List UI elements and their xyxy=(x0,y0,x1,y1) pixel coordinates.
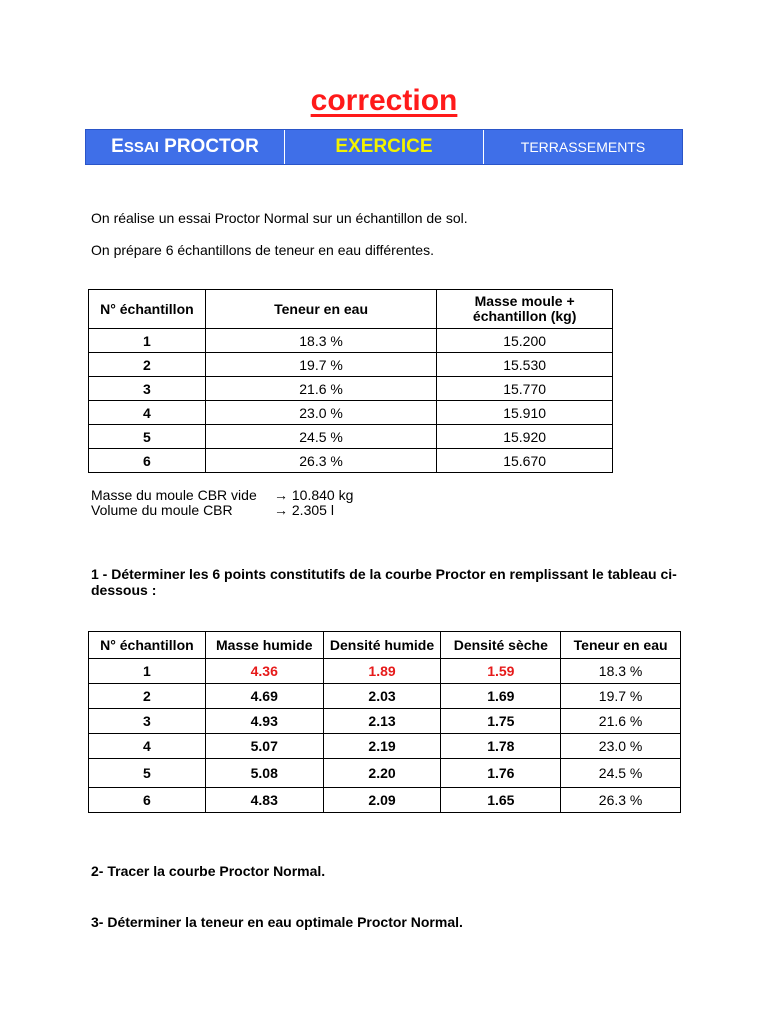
wet-mass-cell: 5.07 xyxy=(205,734,323,759)
header-banner xyxy=(85,129,683,165)
sample-number-cell: 4 xyxy=(89,401,206,425)
mould-mass-cell: 15.530 xyxy=(437,353,613,377)
wet-mass-cell: 4.36 xyxy=(205,659,323,684)
mould-volume-note xyxy=(91,503,334,518)
header-sample-number: N° échantillon xyxy=(89,290,206,329)
mould-mass-value: → 10.840 kg xyxy=(274,487,354,503)
question-3: 3- Déterminer la teneur en eau optimale Proctor Normal. xyxy=(91,914,463,930)
dry-density-cell: 1.65 xyxy=(441,788,561,813)
sample-number-cell: 5 xyxy=(89,759,206,788)
sample-number-cell: 3 xyxy=(89,709,206,734)
water-content-cell: 19.7 % xyxy=(561,684,681,709)
dry-density-cell: 1.69 xyxy=(441,684,561,709)
mould-volume-value: → 2.305 l xyxy=(274,502,334,518)
table-row xyxy=(89,659,681,684)
mould-mass-cell: 15.910 xyxy=(437,401,613,425)
header-wet-density: Densité humide xyxy=(323,632,441,659)
header-water-content: Teneur en eau xyxy=(561,632,681,659)
samples-table xyxy=(88,289,613,473)
wet-density-cell: 2.19 xyxy=(323,734,441,759)
table-header-row xyxy=(89,290,613,329)
water-content-cell: 21.6 % xyxy=(205,377,436,401)
header-mould-mass: Masse moule + échantillon (kg) xyxy=(437,290,613,329)
water-content-cell: 18.3 % xyxy=(561,659,681,684)
mould-volume-label: Volume du moule CBR xyxy=(91,502,233,518)
banner-left-rest: PROCTOR xyxy=(158,136,259,157)
table-row xyxy=(89,353,613,377)
wet-mass-cell: 5.08 xyxy=(205,759,323,788)
banner-left-initial: E xyxy=(111,136,124,157)
sample-number-cell: 3 xyxy=(89,377,206,401)
table-row xyxy=(89,709,681,734)
mould-mass-cell: 15.920 xyxy=(437,425,613,449)
table-row xyxy=(89,684,681,709)
sample-number-cell: 2 xyxy=(89,684,206,709)
wet-density-cell: 2.09 xyxy=(323,788,441,813)
sample-number-cell: 4 xyxy=(89,734,206,759)
table-header-row xyxy=(89,632,681,659)
intro-line-2: On prépare 6 échantillons de teneur en eau différentes. xyxy=(91,242,434,258)
sample-number-cell: 2 xyxy=(89,353,206,377)
mould-mass-cell: 15.770 xyxy=(437,377,613,401)
table-row xyxy=(89,329,613,353)
sample-number-cell: 5 xyxy=(89,425,206,449)
dry-density-cell: 1.76 xyxy=(441,759,561,788)
question-1: 1 - Déterminer les 6 points constitutifs de la courbe Proctor en remplissant le tableau ci-dessous : xyxy=(91,566,677,598)
water-content-cell: 23.0 % xyxy=(561,734,681,759)
intro-line-1: On réalise un essai Proctor Normal sur un échantillon de sol. xyxy=(91,210,468,226)
water-content-cell: 26.3 % xyxy=(561,788,681,813)
wet-mass-cell: 4.69 xyxy=(205,684,323,709)
sample-number-cell: 1 xyxy=(89,329,206,353)
water-content-cell: 18.3 % xyxy=(205,329,436,353)
wet-mass-cell: 4.93 xyxy=(205,709,323,734)
mould-mass-cell: 15.200 xyxy=(437,329,613,353)
question-2: 2- Tracer la courbe Proctor Normal. xyxy=(91,863,326,879)
water-content-cell: 19.7 % xyxy=(205,353,436,377)
water-content-cell: 24.5 % xyxy=(205,425,436,449)
table-row xyxy=(89,425,613,449)
header-sample-number: N° échantillon xyxy=(89,632,206,659)
water-content-cell: 24.5 % xyxy=(561,759,681,788)
page-title: correction xyxy=(310,84,458,117)
header-wet-mass: Masse humide xyxy=(205,632,323,659)
wet-density-cell: 2.20 xyxy=(323,759,441,788)
banner-exercice: EXERCICE xyxy=(285,130,484,164)
table-row xyxy=(89,449,613,473)
dry-density-cell: 1.78 xyxy=(441,734,561,759)
dry-density-cell: 1.59 xyxy=(441,659,561,684)
header-water-content: Teneur en eau xyxy=(205,290,436,329)
banner-left-smallcaps: SSAI xyxy=(123,138,159,156)
wet-density-cell: 1.89 xyxy=(323,659,441,684)
water-content-cell: 26.3 % xyxy=(205,449,436,473)
table-row xyxy=(89,788,681,813)
sample-number-cell: 1 xyxy=(89,659,206,684)
table-row xyxy=(89,734,681,759)
table-row xyxy=(89,759,681,788)
header-dry-density: Densité sèche xyxy=(441,632,561,659)
table-row xyxy=(89,377,613,401)
wet-density-cell: 2.13 xyxy=(323,709,441,734)
results-table xyxy=(88,631,681,813)
wet-mass-cell: 4.83 xyxy=(205,788,323,813)
mould-mass-note xyxy=(91,488,353,503)
sample-number-cell: 6 xyxy=(89,449,206,473)
banner-terrassements: TERRASSEMENTS xyxy=(520,139,646,155)
water-content-cell: 21.6 % xyxy=(561,709,681,734)
mould-mass-cell: 15.670 xyxy=(437,449,613,473)
dry-density-cell: 1.75 xyxy=(441,709,561,734)
table-row xyxy=(89,401,613,425)
banner-essai-proctor xyxy=(86,130,285,164)
sample-number-cell: 6 xyxy=(89,788,206,813)
wet-density-cell: 2.03 xyxy=(323,684,441,709)
mould-mass-label: Masse du moule CBR vide xyxy=(91,487,257,503)
water-content-cell: 23.0 % xyxy=(205,401,436,425)
